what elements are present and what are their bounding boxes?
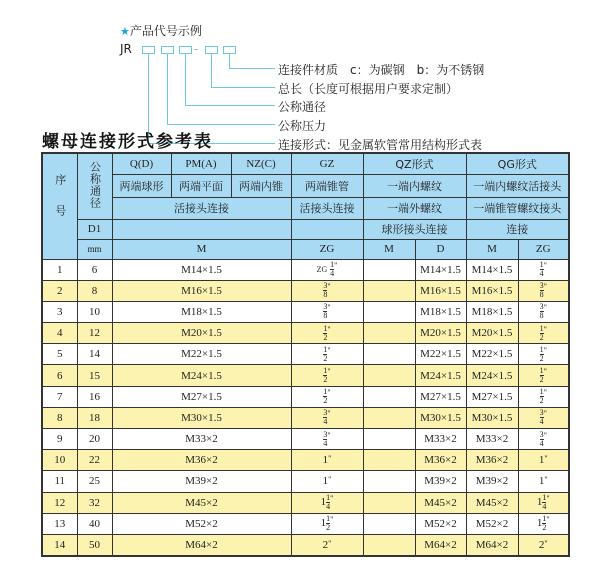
whole-number: 2 bbox=[538, 538, 545, 551]
table-row bbox=[42, 471, 569, 492]
inch-mark: " bbox=[544, 454, 548, 464]
cell-qg-m: M39×2 bbox=[466, 471, 518, 492]
whole-number: 1 bbox=[320, 496, 327, 509]
code-box-pressure bbox=[161, 46, 174, 54]
cell-qz-m bbox=[363, 429, 415, 450]
header-gz-conn: 活接头连接 bbox=[291, 197, 363, 219]
leader-line bbox=[167, 124, 275, 125]
example-heading bbox=[120, 22, 202, 39]
cell-d1: 32 bbox=[77, 492, 112, 513]
cell-qg-m: M64×2 bbox=[466, 534, 518, 555]
inch-mark: " bbox=[543, 409, 547, 419]
cell-qz-d: M20×1.5 bbox=[415, 323, 466, 344]
cell-zg bbox=[291, 534, 363, 555]
fraction: $\frac{1}{4}$ bbox=[539, 260, 544, 279]
fraction: $\frac{1}{2}$ bbox=[323, 366, 328, 385]
cell-m: M33×2 bbox=[112, 429, 291, 450]
inch-mark: " bbox=[327, 324, 331, 334]
inch-mark: " bbox=[328, 538, 332, 548]
cell-zg bbox=[291, 280, 363, 301]
inch-mark: " bbox=[334, 261, 338, 271]
header-pm-desc: 两端平面 bbox=[171, 174, 231, 197]
cell-qz-m bbox=[363, 513, 415, 534]
fraction: $\frac{1}{2}$ bbox=[326, 514, 331, 533]
header-nz-desc: 两端内锥 bbox=[231, 174, 291, 197]
cell-qz-m bbox=[363, 492, 415, 513]
cell-m: M14×1.5 bbox=[112, 259, 291, 280]
whole-number: 1 bbox=[536, 496, 543, 509]
cell-zg bbox=[291, 471, 363, 492]
table-row bbox=[42, 492, 569, 513]
cell-qz-d: M64×2 bbox=[415, 534, 466, 555]
cell-qg-zg bbox=[518, 365, 569, 386]
fraction: $\frac{3}{8}$ bbox=[323, 281, 328, 300]
cell-zg bbox=[291, 513, 363, 534]
cell-qg-m: M27×1.5 bbox=[466, 386, 518, 407]
cell-no: 5 bbox=[42, 344, 77, 365]
leader-line bbox=[185, 54, 186, 105]
cell-qz-d: M33×2 bbox=[415, 429, 466, 450]
fraction: $\frac{1}{4}$ bbox=[542, 493, 547, 512]
cell-qz-m bbox=[363, 280, 415, 301]
header-qg-desc3: 连接 bbox=[466, 219, 569, 239]
cell-qg-zg bbox=[518, 513, 569, 534]
fraction: $\frac{3}{8}$ bbox=[539, 281, 544, 300]
cell-qg-m: M16×1.5 bbox=[466, 280, 518, 301]
inch-mark: " bbox=[327, 345, 331, 355]
header-empty bbox=[291, 219, 363, 239]
inch-mark: " bbox=[543, 282, 547, 292]
header-nominal: 公称通径 bbox=[77, 153, 112, 219]
cell-zg bbox=[291, 344, 363, 365]
cell-m: M24×1.5 bbox=[112, 365, 291, 386]
header-qg-desc1: 一端内螺纹活接头 bbox=[466, 174, 569, 197]
cell-zg bbox=[291, 365, 363, 386]
header-qz-desc3: 球形接头连接 bbox=[363, 219, 466, 239]
cell-d1: 22 bbox=[77, 450, 112, 471]
cell-d1: 6 bbox=[77, 259, 112, 280]
cell-no: 12 bbox=[42, 492, 77, 513]
cell-no: 2 bbox=[42, 280, 77, 301]
header-d1: D1 bbox=[77, 219, 112, 239]
cell-m: M30×1.5 bbox=[112, 407, 291, 428]
inch-mark: " bbox=[327, 430, 331, 440]
cell-qg-m: M18×1.5 bbox=[466, 301, 518, 322]
cell-qg-m: M30×1.5 bbox=[466, 407, 518, 428]
inch-mark: " bbox=[543, 367, 547, 377]
fraction: $\frac{3}{4}$ bbox=[323, 408, 328, 427]
cell-d1: 40 bbox=[77, 513, 112, 534]
cell-m: M18×1.5 bbox=[112, 301, 291, 322]
leader-line bbox=[185, 105, 275, 106]
fraction: $\frac{1}{2}$ bbox=[542, 514, 547, 533]
cell-qz-d: M52×2 bbox=[415, 513, 466, 534]
cell-qz-m bbox=[363, 450, 415, 471]
zg-prefix: ZG bbox=[316, 265, 328, 275]
inch-mark: " bbox=[543, 388, 547, 398]
leader-line bbox=[229, 54, 230, 68]
code-box-length bbox=[205, 46, 218, 54]
legend-material: 连接件材质 c：为碳钢 b：为不锈钢 bbox=[278, 63, 485, 77]
cell-qg-m: M52×2 bbox=[466, 513, 518, 534]
cell-d1: 16 bbox=[77, 386, 112, 407]
cell-no: 8 bbox=[42, 407, 77, 428]
cell-no: 10 bbox=[42, 450, 77, 471]
cell-qg-zg bbox=[518, 492, 569, 513]
cell-m: M22×1.5 bbox=[112, 344, 291, 365]
code-box-material bbox=[223, 46, 236, 54]
cell-d1: 15 bbox=[77, 365, 112, 386]
inch-mark: " bbox=[543, 303, 547, 313]
cell-qz-d: M39×2 bbox=[415, 471, 466, 492]
inch-mark: " bbox=[546, 515, 550, 525]
cell-zg bbox=[291, 323, 363, 344]
inch-mark: " bbox=[543, 324, 547, 334]
nut-connection-table bbox=[41, 152, 570, 557]
cell-m: M64×2 bbox=[112, 534, 291, 555]
cell-d1: 14 bbox=[77, 344, 112, 365]
cell-qz-m bbox=[363, 471, 415, 492]
cell-qg-zg bbox=[518, 471, 569, 492]
table-row bbox=[42, 386, 569, 407]
whole-number: 1 bbox=[322, 454, 329, 467]
whole-number: 1 bbox=[538, 454, 545, 467]
legend-connection: 连接形式：见金属软管常用结构形式表 bbox=[278, 138, 483, 152]
cell-qg-zg bbox=[518, 301, 569, 322]
cell-no: 11 bbox=[42, 471, 77, 492]
table-row bbox=[42, 323, 569, 344]
inch-mark: " bbox=[543, 345, 547, 355]
header-gz-desc: 两端锥管 bbox=[291, 174, 363, 197]
cell-qz-m bbox=[363, 259, 415, 280]
fraction: $\frac{3}{4}$ bbox=[539, 429, 544, 448]
code-dash: - bbox=[194, 42, 199, 56]
cell-m: M27×1.5 bbox=[112, 386, 291, 407]
code-box-connection bbox=[142, 46, 155, 54]
fraction: $\frac{1}{4}$ bbox=[326, 493, 331, 512]
cell-qg-zg bbox=[518, 280, 569, 301]
leader-line bbox=[167, 54, 168, 124]
cell-d1: 25 bbox=[77, 471, 112, 492]
cell-m: M16×1.5 bbox=[112, 280, 291, 301]
cell-qz-m bbox=[363, 534, 415, 555]
inch-mark: " bbox=[327, 388, 331, 398]
inch-mark: " bbox=[544, 475, 548, 485]
fraction: $\frac{3}{4}$ bbox=[539, 408, 544, 427]
whole-number: 1 bbox=[320, 517, 327, 530]
header-qz-d: D bbox=[415, 239, 466, 259]
cell-qg-m: M33×2 bbox=[466, 429, 518, 450]
legend-diameter: 公称通径 bbox=[278, 100, 327, 114]
fraction: $\frac{3}{8}$ bbox=[323, 302, 328, 321]
header-qg-m: M bbox=[466, 239, 518, 259]
header-empty bbox=[112, 219, 291, 239]
cell-m: M45×2 bbox=[112, 492, 291, 513]
cell-no: 3 bbox=[42, 301, 77, 322]
header-qpmnz-conn: 活接头连接 bbox=[112, 197, 291, 219]
cell-no: 1 bbox=[42, 259, 77, 280]
cell-qz-m bbox=[363, 344, 415, 365]
code-prefix: JR bbox=[120, 42, 132, 56]
table-row bbox=[42, 259, 569, 280]
cell-qg-zg bbox=[518, 323, 569, 344]
cell-zg bbox=[291, 407, 363, 428]
cell-no: 13 bbox=[42, 513, 77, 534]
cell-zg bbox=[291, 386, 363, 407]
star-icon: ★ bbox=[120, 25, 130, 38]
header-pm: PM(A) bbox=[171, 153, 231, 174]
header-qg: QG形式 bbox=[466, 153, 569, 174]
cell-d1: 50 bbox=[77, 534, 112, 555]
table-row bbox=[42, 429, 569, 450]
fraction: $\frac{1}{2}$ bbox=[323, 323, 328, 342]
header-qz: QZ形式 bbox=[363, 153, 466, 174]
cell-qz-m bbox=[363, 407, 415, 428]
inch-mark: " bbox=[544, 538, 548, 548]
header-qg-zg: ZG bbox=[518, 239, 569, 259]
inch-mark: " bbox=[543, 430, 547, 440]
cell-zg bbox=[291, 492, 363, 513]
cell-zg bbox=[291, 429, 363, 450]
header-seq: 序号 bbox=[42, 153, 77, 259]
leader-line bbox=[211, 87, 275, 88]
cell-d1: 12 bbox=[77, 323, 112, 344]
inch-mark: " bbox=[543, 261, 547, 271]
header-mm: mm bbox=[77, 239, 112, 259]
legend-length: 总长（长度可根据用户要求定制） bbox=[278, 82, 459, 96]
cell-qg-m: M22×1.5 bbox=[466, 344, 518, 365]
inch-mark: " bbox=[327, 303, 331, 313]
cell-qz-m bbox=[363, 323, 415, 344]
leader-line bbox=[229, 68, 275, 69]
cell-qz-d: M30×1.5 bbox=[415, 407, 466, 428]
cell-no: 6 bbox=[42, 365, 77, 386]
header-q: Q(D) bbox=[112, 153, 171, 174]
cell-qz-m bbox=[363, 365, 415, 386]
fraction: $\frac{3}{4}$ bbox=[323, 429, 328, 448]
header-gz: GZ bbox=[291, 153, 363, 174]
cell-qg-zg bbox=[518, 429, 569, 450]
fraction: $\frac{1}{2}$ bbox=[539, 344, 544, 363]
header-m: M bbox=[112, 239, 291, 259]
fraction: $\frac{1}{2}$ bbox=[323, 344, 328, 363]
example-heading-text: 产品代号示例 bbox=[129, 24, 202, 38]
cell-qg-m: M20×1.5 bbox=[466, 323, 518, 344]
cell-qg-m: M14×1.5 bbox=[466, 259, 518, 280]
cell-qz-d: M14×1.5 bbox=[415, 259, 466, 280]
cell-d1: 18 bbox=[77, 407, 112, 428]
cell-qz-d: M16×1.5 bbox=[415, 280, 466, 301]
cell-d1: 10 bbox=[77, 301, 112, 322]
cell-no: 14 bbox=[42, 534, 77, 555]
cell-qg-zg bbox=[518, 386, 569, 407]
cell-qg-zg bbox=[518, 259, 569, 280]
cell-qz-d: M27×1.5 bbox=[415, 386, 466, 407]
cell-qz-m bbox=[363, 386, 415, 407]
cell-qg-m: M45×2 bbox=[466, 492, 518, 513]
cell-no: 4 bbox=[42, 323, 77, 344]
whole-number: 1 bbox=[538, 475, 545, 488]
header-nz: NZ(C) bbox=[231, 153, 291, 174]
table-row bbox=[42, 365, 569, 386]
cell-qz-d: M24×1.5 bbox=[415, 365, 466, 386]
fraction: $\frac{1}{4}$ bbox=[330, 260, 335, 279]
inch-mark: " bbox=[330, 515, 334, 525]
cell-qz-m bbox=[363, 301, 415, 322]
cell-qg-zg bbox=[518, 344, 569, 365]
table-row bbox=[42, 301, 569, 322]
table-row bbox=[42, 534, 569, 555]
fraction: $\frac{1}{2}$ bbox=[539, 366, 544, 385]
fraction: $\frac{1}{2}$ bbox=[323, 387, 328, 406]
whole-number: 2 bbox=[322, 538, 329, 551]
table-row bbox=[42, 513, 569, 534]
inch-mark: " bbox=[330, 494, 334, 504]
cell-qg-zg bbox=[518, 407, 569, 428]
cell-zg bbox=[291, 259, 363, 280]
cell-zg bbox=[291, 450, 363, 471]
inch-mark: " bbox=[328, 454, 332, 464]
table-row bbox=[42, 280, 569, 301]
header-qz-desc1: 一端内螺纹 bbox=[363, 174, 466, 197]
table-row bbox=[42, 407, 569, 428]
leader-line bbox=[211, 54, 212, 87]
cell-qg-m: M36×2 bbox=[466, 450, 518, 471]
cell-qg-zg bbox=[518, 534, 569, 555]
fraction: $\frac{1}{2}$ bbox=[539, 387, 544, 406]
header-qz-desc2: 一端外螺纹 bbox=[363, 197, 466, 219]
fraction: $\frac{3}{8}$ bbox=[539, 302, 544, 321]
table-row bbox=[42, 450, 569, 471]
whole-number: 1 bbox=[322, 475, 329, 488]
cell-qz-d: M22×1.5 bbox=[415, 344, 466, 365]
cell-m: M20×1.5 bbox=[112, 323, 291, 344]
table-title: 螺母连接形式参考表 bbox=[42, 132, 213, 152]
inch-mark: " bbox=[546, 494, 550, 504]
fraction: $\frac{1}{2}$ bbox=[539, 323, 544, 342]
inch-mark: " bbox=[327, 409, 331, 419]
cell-no: 7 bbox=[42, 386, 77, 407]
cell-qz-d: M18×1.5 bbox=[415, 301, 466, 322]
table-row bbox=[42, 344, 569, 365]
legend-pressure: 公称压力 bbox=[278, 119, 327, 133]
cell-qz-d: M45×2 bbox=[415, 492, 466, 513]
inch-mark: " bbox=[328, 475, 332, 485]
cell-qz-d: M36×2 bbox=[415, 450, 466, 471]
cell-d1: 8 bbox=[77, 280, 112, 301]
header-qg-desc2: 一端锥管螺纹接头 bbox=[466, 197, 569, 219]
cell-qg-zg bbox=[518, 450, 569, 471]
cell-zg bbox=[291, 301, 363, 322]
cell-m: M36×2 bbox=[112, 450, 291, 471]
inch-mark: " bbox=[327, 367, 331, 377]
header-q-desc: 两端球形 bbox=[112, 174, 171, 197]
cell-d1: 20 bbox=[77, 429, 112, 450]
cell-m: M39×2 bbox=[112, 471, 291, 492]
cell-qg-m: M24×1.5 bbox=[466, 365, 518, 386]
inch-mark: " bbox=[327, 282, 331, 292]
cell-no: 9 bbox=[42, 429, 77, 450]
header-qz-m: M bbox=[363, 239, 415, 259]
whole-number: 1 bbox=[536, 517, 543, 530]
code-box-diameter bbox=[179, 46, 192, 54]
cell-m: M52×2 bbox=[112, 513, 291, 534]
header-zg: ZG bbox=[291, 239, 363, 259]
